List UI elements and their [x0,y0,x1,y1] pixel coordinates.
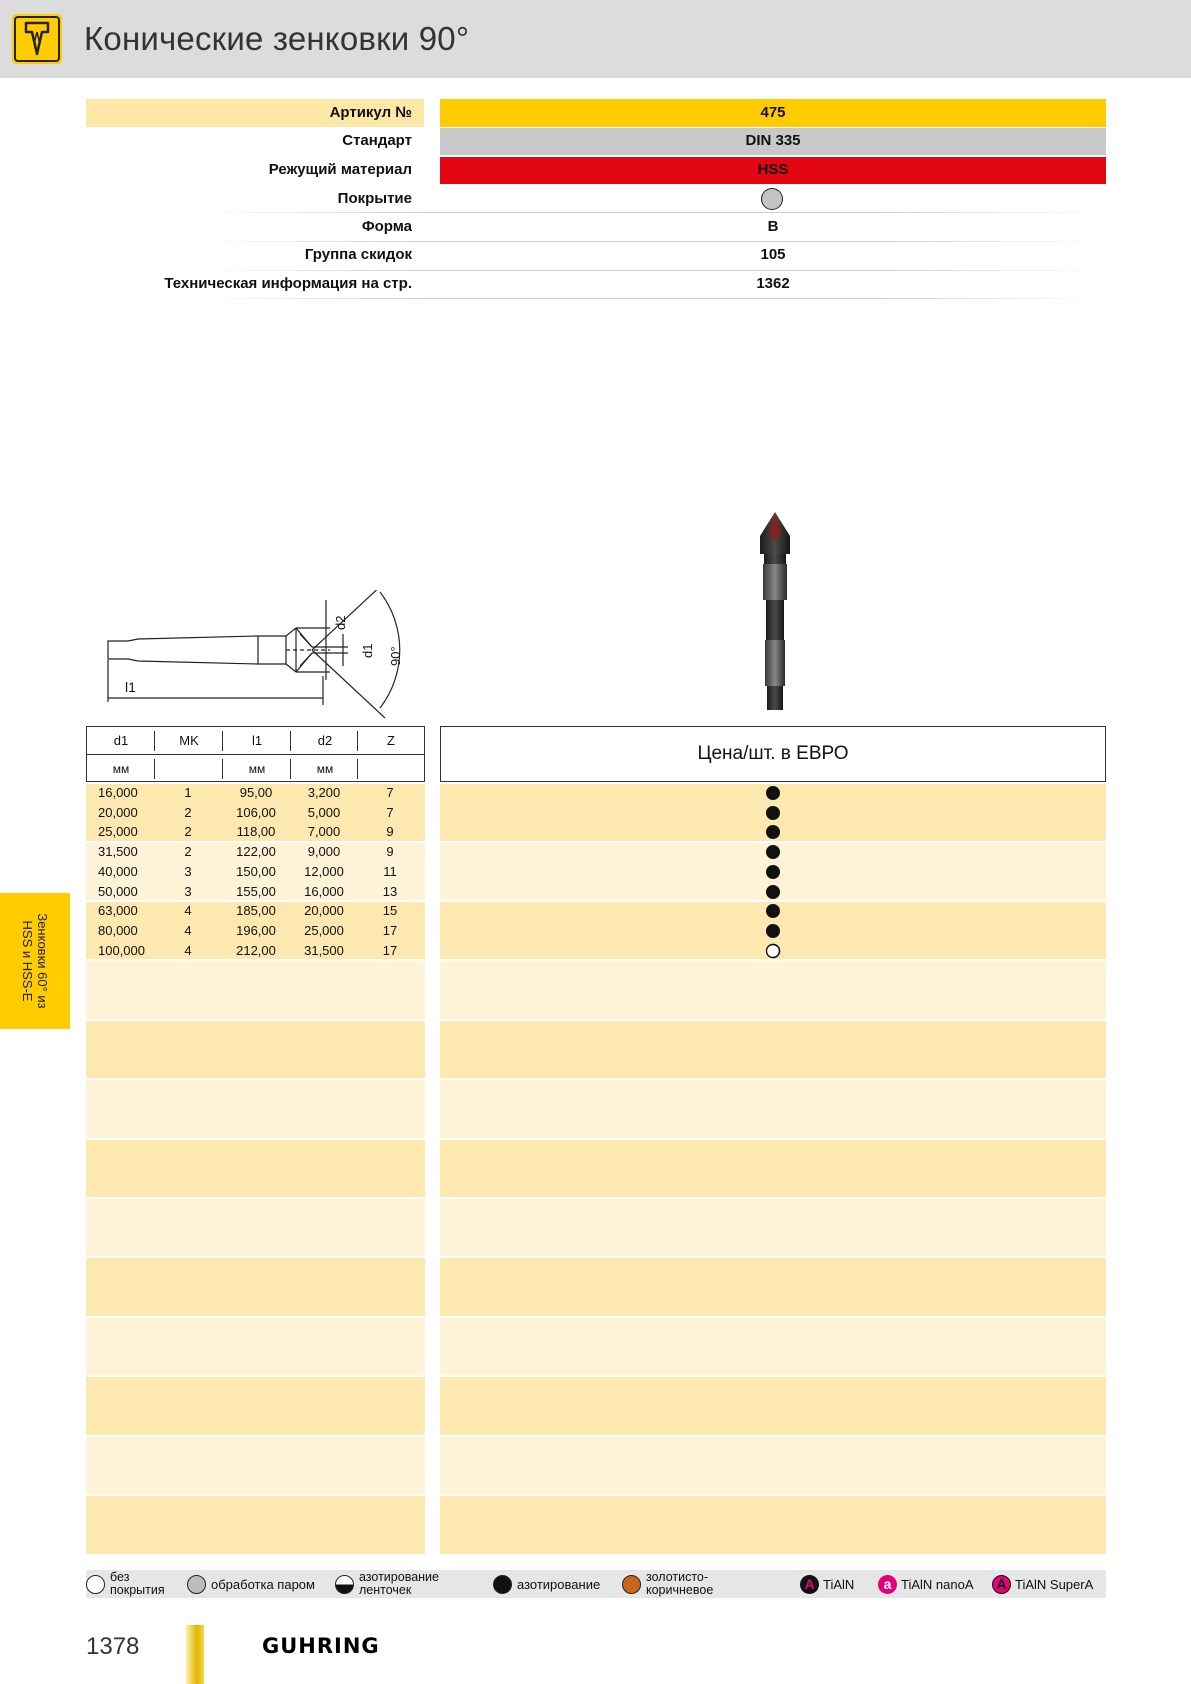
row-band [440,1377,1106,1435]
row-band [86,1377,425,1435]
technical-drawing [100,590,430,720]
row-band [440,1258,1106,1316]
divider [357,759,358,779]
availability-full-icon [766,904,780,918]
table-row [86,901,425,921]
spec-label-material: Режущий материал [268,161,412,178]
row-band [440,1140,1106,1197]
cell-d2: 31,500 [304,943,344,958]
row-band [86,1021,425,1078]
legend-label: покрытия [110,1583,165,1597]
spec-label-techinfo: Техническая информация на стр. [164,275,412,292]
table-row [86,783,425,803]
cell-l1: 150,00 [236,864,276,879]
col-header-l1: l1 [251,733,263,748]
divider [87,754,424,755]
tialn-super-icon: A [992,1575,1011,1594]
table-row [86,882,425,902]
price-column-header: Цена/шт. в ЕВРО [440,726,1106,782]
steam-icon [187,1575,206,1594]
dimension-table-header [86,726,425,782]
divider [222,759,223,779]
side-tab-label [20,913,50,1008]
divider [196,212,1106,213]
row-band [86,961,425,1019]
cell-mk: 2 [184,844,192,859]
table-row [86,842,425,862]
row-band [86,1496,425,1554]
legend-label: золотисто- [646,1570,709,1584]
cell-l1: 95,00 [239,785,273,800]
legend-strip-nitriding [335,1570,439,1598]
legend-tialn [800,1570,854,1598]
cell-l1: 155,00 [236,884,276,899]
footer-accent-bar [186,1625,204,1684]
availability-full-icon [766,786,780,800]
cell-mk: 2 [184,805,192,820]
cell-mk: 3 [184,864,192,879]
cell-mk: 4 [184,943,192,958]
cell-mk: 2 [184,824,192,839]
table-row [86,862,425,882]
countersink-tool-image [748,510,802,714]
row-band [440,1199,1106,1256]
legend-label: азотирование [517,1576,601,1592]
row-band [86,1080,425,1138]
cell-z: 9 [386,824,394,839]
legend-label: азотирование [359,1570,439,1584]
legend-label: без [110,1570,130,1584]
cell-z: 7 [386,785,394,800]
cell-d1: 100,000 [98,943,145,958]
table-row [86,941,425,961]
cell-d1: 20,000 [98,805,138,820]
dim-label-d2: d2 [333,615,348,630]
tialn-icon: A [800,1575,819,1594]
spec-label-article: Артикул № [329,104,412,121]
cell-d1: 25,000 [98,824,138,839]
col-header-z: Z [387,733,395,748]
cell-z: 17 [382,923,398,938]
dim-label-d1: d1 [360,643,375,658]
divider [290,731,291,751]
cell-d2: 25,000 [304,923,344,938]
spec-value-discount: 105 [760,246,786,263]
col-header-d2: d2 [317,733,333,748]
spec-label-standard: Стандарт [342,132,412,149]
spec-label-form: Форма [361,218,412,235]
divider [154,731,155,751]
spec-value-standard: DIN 335 [745,132,801,149]
cell-d1: 16,000 [98,785,138,800]
cell-l1: 212,00 [236,943,276,958]
divider [357,731,358,751]
cell-mk: 4 [184,903,192,918]
cell-mk: 3 [184,884,192,899]
availability-full-icon [766,845,780,859]
cell-d1: 31,500 [98,844,138,859]
countersink-logo-icon [12,14,62,64]
uncoated-icon [86,1575,105,1594]
cell-d1: 63,000 [98,903,138,918]
divider [222,731,223,751]
legend-label: обработка паром [211,1576,315,1592]
spec-value-article: 475 [760,104,786,121]
legend-label: коричневое [646,1583,714,1597]
tialn-nano-icon: a [878,1575,897,1594]
steam-coating-icon [761,188,783,210]
side-tab-line: Зенковки 60° из [35,913,50,1009]
row-band [86,1437,425,1494]
cell-z: 9 [386,844,394,859]
row-band [440,961,1106,1019]
cell-d2: 5,000 [307,805,341,820]
dim-label-l1: l1 [125,679,136,695]
cell-z: 17 [382,943,398,958]
cell-d2: 9,000 [307,844,341,859]
legend-label: ленточек [359,1583,412,1597]
legend-gold [622,1570,713,1598]
brand-logo: GUHRING [262,1634,380,1658]
legend-nitriding [493,1570,600,1598]
cell-d2: 20,000 [304,903,344,918]
availability-full-icon [766,885,780,899]
row-band [440,1080,1106,1138]
legend-steam [187,1570,315,1598]
spec-value-form: B [767,218,779,235]
strip-nitriding-icon [335,1575,354,1594]
divider [154,759,155,779]
availability-full-icon [766,825,780,839]
col-header-mk: MK [179,733,199,748]
row-band [86,1318,425,1375]
col-header-d1: d1 [113,733,129,748]
cell-l1: 185,00 [236,903,276,918]
availability-full-icon [766,806,780,820]
cell-d1: 80,000 [98,923,138,938]
spec-value-techinfo: 1362 [756,275,790,292]
row-band [86,1199,425,1256]
row-band [440,1496,1106,1554]
col-unit-d2: мм [316,762,334,776]
cell-l1: 196,00 [236,923,276,938]
availability-full-icon [766,865,780,879]
dim-label-angle: 90° [388,646,403,666]
cell-z: 13 [382,884,398,899]
nitriding-icon [493,1575,512,1594]
legend-tialn-super [992,1570,1093,1598]
cell-d2: 12,000 [304,864,344,879]
spec-label-coating: Покрытие [337,190,412,207]
cell-mk: 4 [184,923,192,938]
legend-label: TiAlN SuperA [1015,1576,1094,1592]
divider [290,759,291,779]
row-band [86,1140,425,1197]
row-band [440,1437,1106,1494]
row-band [86,1258,425,1316]
cell-d1: 40,000 [98,864,138,879]
table-row [86,822,425,842]
row-band [440,1021,1106,1078]
col-unit-l1: мм [248,762,266,776]
cell-d2: 16,000 [304,884,344,899]
cell-l1: 122,00 [236,844,276,859]
divider [196,298,1106,299]
row-band [440,1318,1106,1375]
cell-d1: 50,000 [98,884,138,899]
spec-label-discount: Группа скидок [304,246,412,263]
cell-z: 7 [386,805,394,820]
legend-uncoated [86,1570,165,1598]
legend-label: TiAlN [823,1576,855,1592]
spec-value-material: HSS [757,161,789,178]
cell-z: 15 [382,903,398,918]
cell-l1: 118,00 [236,824,276,839]
cell-d2: 7,000 [307,824,341,839]
gold-brown-icon [622,1575,641,1594]
page-title: Конические зенковки 90° [84,20,470,57]
table-row [86,803,425,823]
availability-partial-icon [765,943,781,959]
cell-z: 11 [383,864,397,879]
col-unit-d1: мм [112,762,130,776]
cell-mk: 1 [184,785,192,800]
cell-d2: 3,200 [307,785,341,800]
legend-tialn-nano [878,1570,974,1598]
side-tab-line: HSS и HSS-E [20,920,35,1002]
side-tab[interactable] [0,893,70,1029]
page-number: 1378 [86,1633,140,1660]
table-row [86,921,425,941]
coating-legend [86,1570,1106,1598]
legend-label: TiAlN nanoA [901,1576,974,1592]
availability-full-icon [766,924,780,938]
cell-l1: 106,00 [236,805,276,820]
